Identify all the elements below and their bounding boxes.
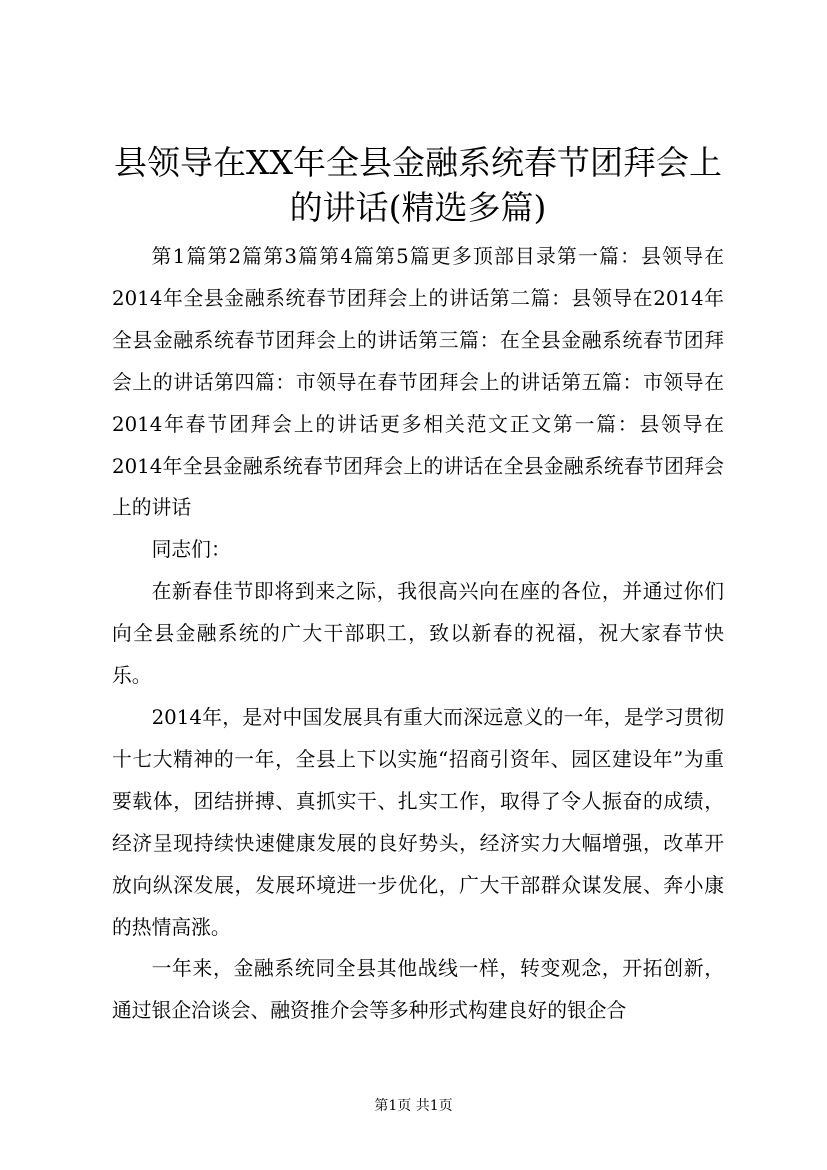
page-footer: 第1页 共1页 (374, 1098, 453, 1114)
document-title: 县领导在XX年全县金融系统春节团拜会上的讲话(精选多篇) (114, 143, 722, 227)
paragraph-toc: 第1篇第2篇第3篇第4篇第5篇更多顶部目录第一篇：县领导在2014年全县金融系统春节团拜会上的讲话第二篇：县领导在2014年全县金融系统春节团拜会上的讲话第三篇：在全县金融系统春节团拜会上的讲话第四篇：市领导在春节团拜会上的讲话第五篇：市领导在2014年春节团拜会上的讲话更多相关范文正文第一篇：县领导在2014年全县金融系统春节团拜会上的讲话在全县金融系统春节团拜会上的讲话 (112, 245, 724, 520)
paragraph-greeting: 在新春佳节即将到来之际，我很高兴向在座的各位，并通过你们向全县金融系统的广大干部职工，致以新春的祝福，祝大家春节快乐。 (112, 580, 724, 688)
paragraph-financial-system: 一年来，金融系统同全县其他战线一样，转变观念，开拓创新，通过银企洽谈会、融资推介会等多种形式构建良好的银企合 (112, 957, 724, 1023)
paragraph-salutation: 同志们： (151, 538, 231, 562)
document-body (112, 236, 724, 1032)
paragraph-review-2014: 2014年，是对中国发展具有重大而深远意义的一年，是学习贯彻十七大精神的一年，全县上下以实施“招商引资年、园区建设年”为重要载体，团结拼搏、真抓实干、扎实工作，取得了令人振奋的成绩，经济呈现持续快速健康发展的良好势头，经济实力大幅增强，改革开放向纵深发展，发展环境进一步优化，广大干部群众谋发展、奔小康的热情高涨。 (112, 705, 724, 939)
